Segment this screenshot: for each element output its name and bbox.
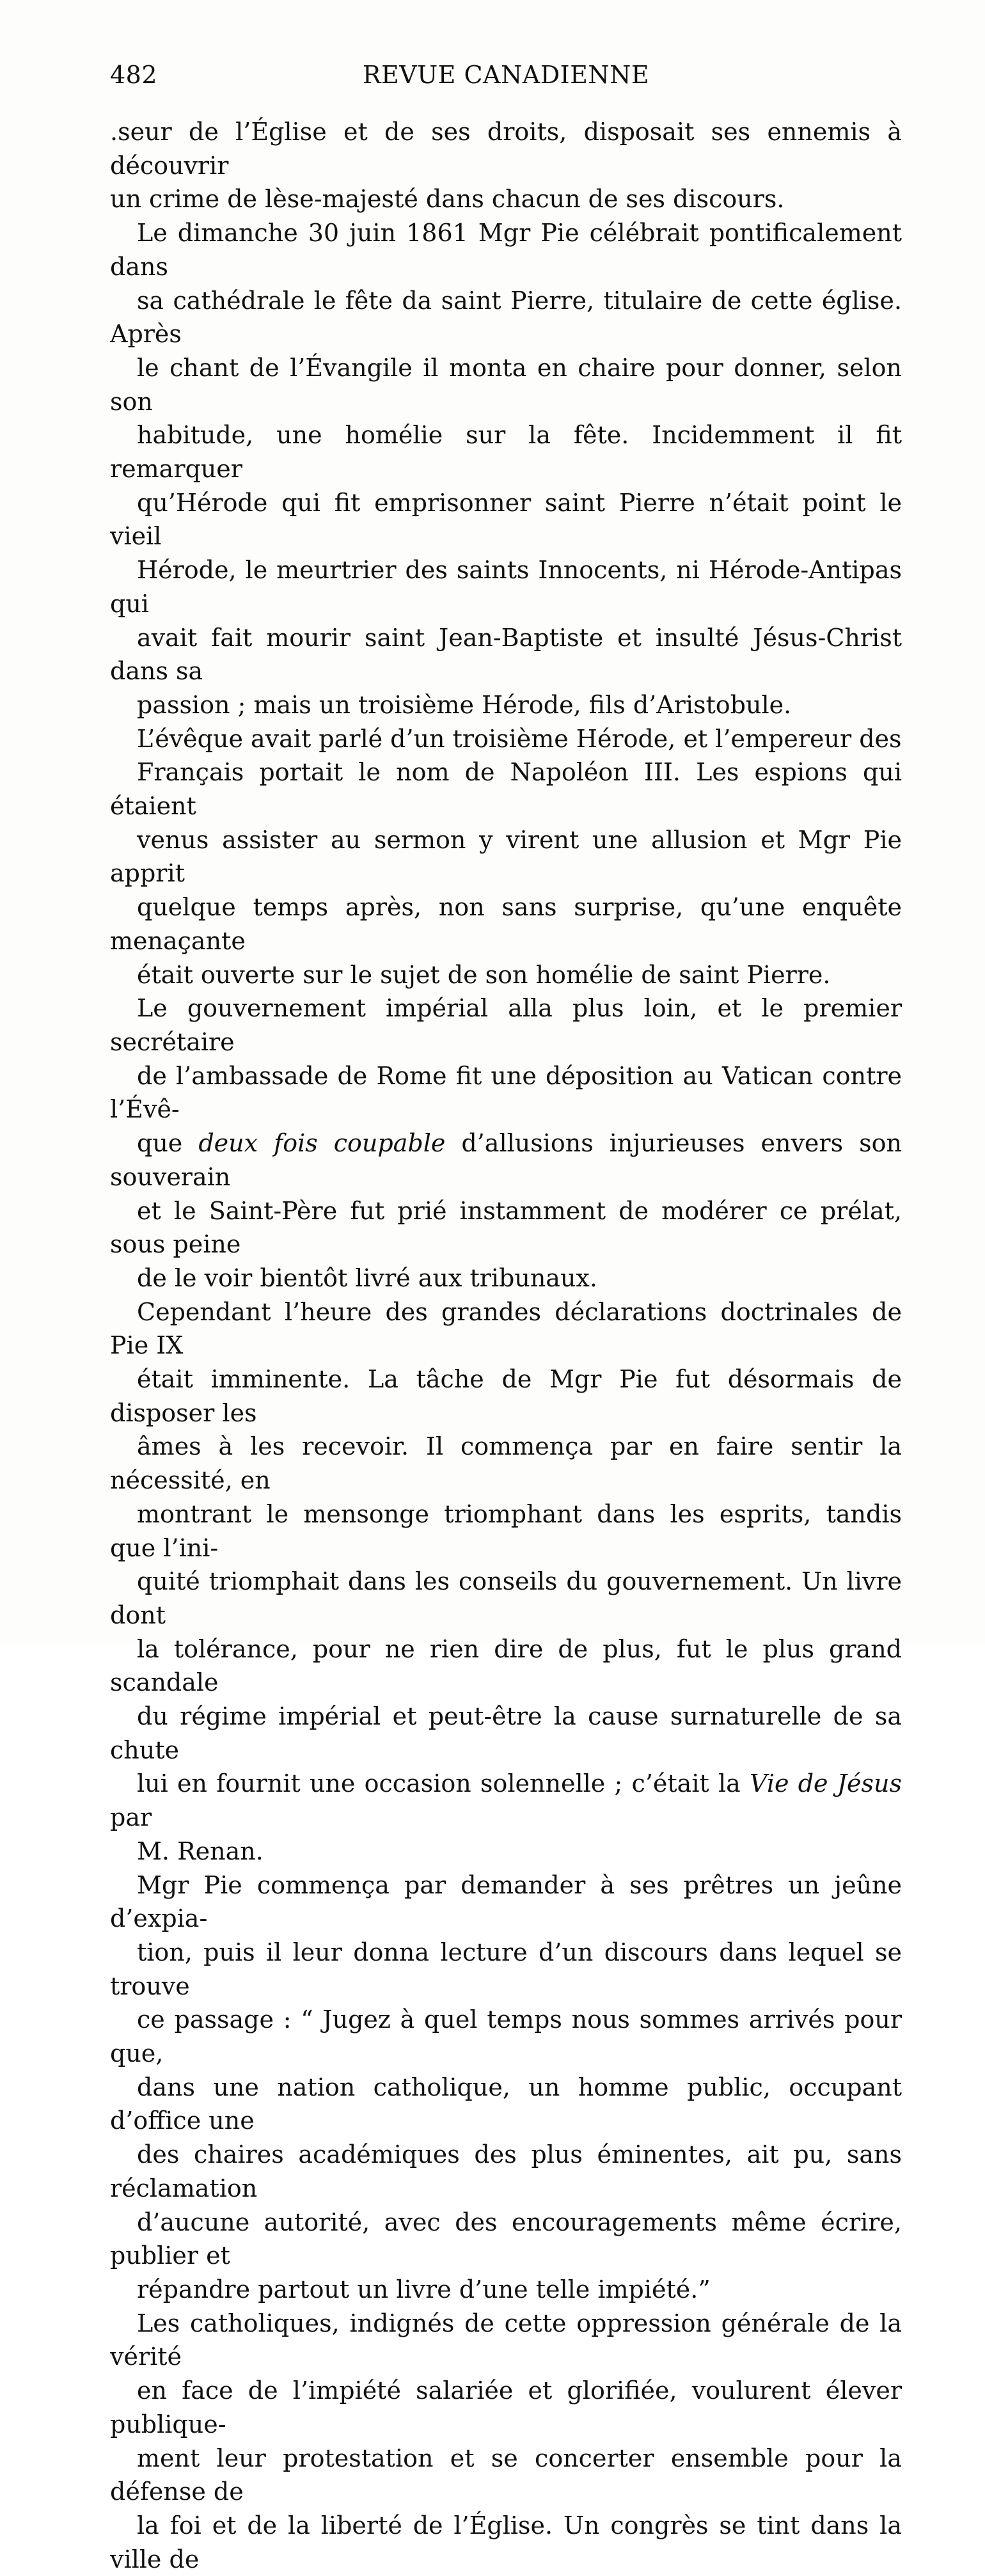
text-line: était ouverte sur le sujet de son homélie de saint Pierre. bbox=[137, 960, 831, 989]
text-line: Le dimanche 30 juin 1861 Mgr Pie célébrait pontificalement dans bbox=[110, 219, 902, 281]
paragraph-6 bbox=[110, 1869, 902, 2307]
journal-title: REVUE CANADIENNE bbox=[362, 61, 650, 89]
paragraph-4 bbox=[110, 992, 902, 1295]
text-line: montrant le mensonge triomphant dans les esprits, tandis que l’ini- bbox=[110, 1499, 902, 1562]
text-line: Hérode, le meurtrier des saints Innocents, ni Hérode-Antipas qui bbox=[110, 556, 902, 618]
text-line-mixed bbox=[110, 1767, 902, 1834]
paragraph-7 bbox=[110, 2307, 902, 2576]
text-line: quité triomphait dans les conseils du gouvernement. Un livre dont bbox=[110, 1567, 902, 1629]
text-line: habitude, une homélie sur la fête. Incidemment il fit remarquer bbox=[110, 421, 902, 484]
article-body bbox=[110, 115, 902, 2576]
paragraph-5 bbox=[110, 1295, 902, 1869]
text-line-mixed bbox=[110, 1126, 902, 1194]
text-line: la tolérance, pour ne rien dire de plus, fut le plus grand scandale bbox=[110, 1634, 902, 1697]
text-line: de l’ambassade de Rome fit une déposition au Vatican contre l’Évê- bbox=[110, 1061, 902, 1124]
paragraph-1 bbox=[110, 115, 902, 216]
italic-phrase: deux fois coupable bbox=[198, 1129, 446, 1158]
text-line: qu’Hérode qui fit emprisonner saint Pierre n’était point le vieil bbox=[110, 488, 902, 551]
running-head bbox=[110, 61, 902, 99]
text-line: quelque temps après, non sans surprise, qu’une enquête menaçante bbox=[110, 893, 902, 955]
text-line: d’aucune autorité, avec des encouragements même écrire, publier et bbox=[110, 2208, 902, 2270]
text-block bbox=[110, 61, 902, 2576]
text-line: L’évêque avait parlé d’un troisième Hérode, et l’empereur des bbox=[137, 724, 902, 753]
text-run: d’allusions injurieuses envers son souverain bbox=[110, 1129, 902, 1191]
text-line: et le Saint-Père fut prié instamment de modérer ce prélat, sous peine bbox=[110, 1196, 902, 1259]
text-line: du régime impérial et peut-être la cause surnaturelle de sa chute bbox=[110, 1702, 902, 1764]
paragraph-3 bbox=[110, 722, 902, 992]
text-line: en face de l’impiété salariée et glorifiée, voulurent élever publique- bbox=[110, 2376, 902, 2438]
text-line: des chaires académiques des plus éminentes, ait pu, sans réclamation bbox=[110, 2140, 902, 2202]
text-line: avait fait mourir saint Jean-Baptiste et insulté Jésus-Christ dans sa bbox=[110, 623, 902, 686]
text-line: M. Renan. bbox=[137, 1837, 264, 1865]
text-line: ment leur protestation et se concerter ensemble pour la défense de bbox=[110, 2444, 902, 2506]
text-line: dans une nation catholique, un homme public, occupant d’office une bbox=[110, 2073, 902, 2135]
text-line: Le gouvernement impérial alla plus loin, et le premier secrétaire bbox=[110, 994, 902, 1056]
text-line: la foi et de la liberté de l’Église. Un congrès se tint dans la ville de bbox=[110, 2511, 902, 2573]
text-line: tion, puis il leur donna lecture d’un discours dans lequel se trouve bbox=[110, 1938, 902, 2000]
text-line: ce passage : “ Jugez à quel temps nous sommes arrivés pour que, bbox=[110, 2005, 902, 2068]
text-line: un crime de lèse-majesté dans chacun de ses discours. bbox=[110, 185, 785, 214]
page-number: 482 bbox=[110, 61, 158, 89]
text-run: par bbox=[110, 1803, 152, 1832]
text-line: le chant de l’Évangile il monta en chaire pour donner, selon son bbox=[110, 353, 902, 416]
italic-book-title: Vie de Jésus bbox=[750, 1769, 902, 1798]
text-line: Cependant l’heure des grandes déclarations doctrinales de Pie IX bbox=[110, 1297, 902, 1360]
text-line: âmes à les recevoir. Il commença par en faire sentir la nécessité, en bbox=[110, 1432, 902, 1495]
text-line: Français portait le nom de Napoléon III. Les espions qui étaient bbox=[110, 758, 902, 821]
text-line: passion ; mais un troisième Hérode, fils d’Aristobule. bbox=[137, 690, 792, 719]
text-line: de le voir bientôt livré aux tribunaux. bbox=[137, 1263, 597, 1292]
text-line: Mgr Pie commença par demander à ses prêtres un jeûne d’expia- bbox=[110, 1870, 902, 1933]
text-line: sa cathédrale le fête da saint Pierre, titulaire de cette église. Après bbox=[110, 286, 902, 349]
text-line: était imminente. La tâche de Mgr Pie fut désormais de disposer les bbox=[110, 1365, 902, 1427]
text-line: venus assister au sermon y virent une allusion et Mgr Pie apprit bbox=[110, 825, 902, 888]
text-run: que bbox=[137, 1129, 183, 1158]
text-run: lui en fournit une occasion solennelle ; c’était la bbox=[137, 1769, 741, 1798]
text-line: répandre partout un livre d’une telle impiété.” bbox=[137, 2275, 711, 2303]
text-line: Les catholiques, indignés de cette oppression générale de la vérité bbox=[110, 2309, 902, 2371]
paragraph-2 bbox=[110, 216, 902, 722]
text-line: .seur de l’Église et de ses droits, disposait ses ennemis à découvrir bbox=[110, 118, 902, 180]
